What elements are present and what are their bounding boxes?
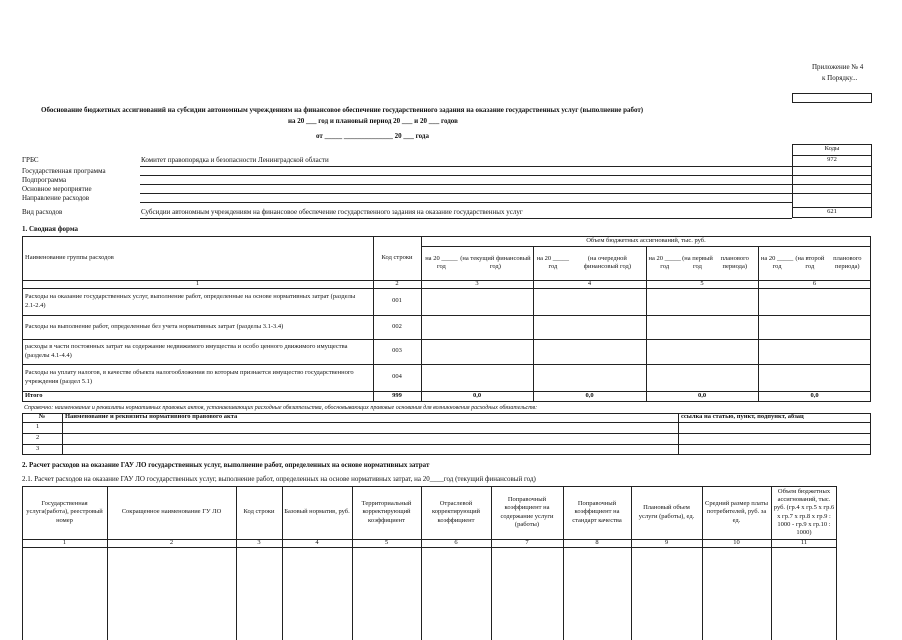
year-top: на 20 _____ год bbox=[760, 254, 794, 270]
calc-column-number: 1 bbox=[62, 538, 67, 546]
calc-column-header: Поправочный коэффициент на содержание услуги (работы) bbox=[500, 496, 554, 528]
total-value: 0,0 bbox=[697, 392, 707, 400]
year-mid: (на второй год bbox=[795, 254, 825, 270]
calc-column-header: Сокращенное наименование ГУ ЛО bbox=[121, 508, 222, 516]
calc-column-header: Плановый объем услуги (работы), ед. bbox=[638, 504, 695, 520]
ref-row-number: 1 bbox=[36, 423, 40, 431]
calc-column-number: 6 bbox=[454, 538, 458, 546]
calc-column-header: Базовый норматив, руб. bbox=[284, 508, 350, 516]
expense-row-name: Расходы на уплату налогов, в качестве объекта налогообложения по которым признается имущество государственного учреждения (раздел 5.1) bbox=[25, 369, 354, 385]
appendix-line-2: к Порядку... bbox=[822, 74, 858, 82]
total-value: 0,0 bbox=[585, 392, 594, 400]
calc-column-number: 7 bbox=[525, 538, 529, 546]
section1-title: 1. Сводная форма bbox=[22, 225, 79, 233]
expense-row-code: 001 bbox=[392, 297, 402, 305]
expense-row-code: 004 bbox=[392, 373, 402, 381]
column-number: 5 bbox=[700, 279, 704, 287]
expense-row-name: расходы в части постоянных затрат на содержание недвижимого имущества и особо ценного движимого имущества (разделы 4.1-4.4) bbox=[25, 343, 348, 359]
year-top: на 20 _____ год bbox=[425, 254, 458, 270]
calc-column-header: Код строки bbox=[243, 508, 275, 516]
calc-column-number: 2 bbox=[169, 538, 174, 546]
header-code bbox=[792, 193, 872, 202]
col-budget-volume: Объем бюджетных ассигнований, тыс. руб. bbox=[586, 236, 706, 244]
column-number: 1 bbox=[195, 279, 200, 287]
document-title: Обоснование бюджетных ассигнований на субсидии автономным учреждениям на финансовое обеспечение государственного задания на оказание государственных услуг (выполнение работ) bbox=[41, 106, 644, 114]
total-label: Итого bbox=[25, 392, 43, 400]
ref-row-number: 3 bbox=[36, 445, 40, 453]
year-column-header bbox=[421, 246, 533, 280]
header-value: Субсидии автономным учреждениям на финансовое обеспечение государственного задания на оказание государственных услуг bbox=[141, 208, 523, 216]
header-label: Направление расходов bbox=[22, 194, 90, 202]
header-label: Вид расходов bbox=[22, 208, 63, 216]
column-number: 6 bbox=[812, 279, 817, 287]
header-code bbox=[792, 184, 872, 193]
header-label: Основное мероприятие bbox=[22, 185, 92, 193]
ref-col-link: ссылка на статью, пункт, подпункт, абзац bbox=[681, 413, 804, 421]
calc-column-header: Средний размер платы потребителей, руб. за ед. bbox=[705, 500, 768, 524]
total-code: 999 bbox=[392, 392, 402, 400]
appendix-line-1: Приложение № 4 bbox=[812, 63, 864, 71]
codes-header: Коды bbox=[824, 145, 840, 153]
calc-column-header: Государственная услуга(работа), реестровый номер bbox=[26, 500, 103, 524]
calc-column-number: 8 bbox=[595, 538, 599, 546]
year-top: на 20 _____ год bbox=[536, 254, 570, 270]
year-top: на 20 _____ год bbox=[648, 254, 681, 270]
column-number: 4 bbox=[587, 279, 592, 287]
header-label: Государственная программа bbox=[22, 167, 106, 175]
year-bottom: планового периода) bbox=[833, 254, 862, 270]
appendix-box bbox=[792, 93, 872, 103]
expense-row-code: 002 bbox=[392, 322, 402, 330]
header-code bbox=[792, 166, 872, 175]
header-code: 972 bbox=[827, 156, 837, 164]
ref-col-num: № bbox=[38, 413, 46, 421]
header-value: Комитет правопорядка и безопасности Ленинградской области bbox=[141, 156, 329, 164]
year-bottom: (на текущий финансовый год) bbox=[460, 254, 531, 270]
calc-column-header: Поправочный коэффициент на стандарт качества bbox=[572, 500, 622, 524]
calc-column-header: Территориальный корректирующий коэффициент bbox=[361, 500, 412, 524]
column-number: 2 bbox=[395, 279, 399, 287]
total-value: 0,0 bbox=[472, 392, 482, 400]
column-number: 3 bbox=[475, 279, 479, 287]
total-value: 0,0 bbox=[810, 392, 819, 400]
calc-column-number: 4 bbox=[315, 538, 319, 546]
calc-column-number: 3 bbox=[257, 538, 261, 546]
document-date: от _____ ______________ 20 ___ года bbox=[316, 132, 429, 140]
reference-note: Справочно: наименование и реквизиты нормативных правовых актов, устанавливающих расходные обязательства, обосновывающих правовые основания для возникновения расходных обязательств: bbox=[24, 405, 538, 411]
col-group-name: Наименование группы расходов bbox=[25, 253, 114, 261]
ref-row-number: 2 bbox=[36, 434, 40, 442]
header-label: ГРБС bbox=[22, 156, 39, 164]
calc-column-number: 11 bbox=[800, 538, 808, 546]
year-mid: (на первый год bbox=[682, 254, 713, 270]
calc-column-number: 9 bbox=[664, 538, 669, 546]
section2-subtitle: 2.1. Расчет расходов на оказание ГАУ ЛО государственных услуг, выполнение работ, определенных на основе нормативных затрат, на 20____год (текущий финансовый год) bbox=[22, 475, 536, 483]
expense-row-code: 003 bbox=[392, 347, 402, 355]
calc-column-number: 5 bbox=[384, 538, 389, 546]
calc-column-header: Отраслевой корректирующий коэффициент bbox=[431, 500, 481, 524]
header-code bbox=[792, 175, 872, 184]
ref-col-name: Наименование и реквизиты нормативного правового акта bbox=[65, 413, 238, 421]
year-bottom: (на очередной финансовый год) bbox=[583, 254, 631, 270]
expense-row-name: Расходы на оказание государственных услуг, выполнение работ, определенные на основе нормативных затрат (разделы 2.1-2.4) bbox=[25, 293, 356, 309]
calc-column-header: Объем бюджетных ассигнований, тыс. руб. (гр.4 х гр.5 х гр.6 х гр.7 х гр.8 х гр.9 : 1000 - гр.9 х гр.10 : 1000) bbox=[773, 488, 835, 536]
header-label: Подпрограмма bbox=[22, 176, 67, 184]
year-column-header bbox=[646, 246, 758, 280]
col-row-code: Код строки bbox=[381, 253, 413, 261]
calc-column-number: 10 bbox=[733, 538, 740, 546]
document-period: на 20 ___ год и плановый период 20 ___ и 20 ___ годов bbox=[288, 117, 458, 125]
header-code: 621 bbox=[827, 208, 837, 216]
section2-title: 2. Расчет расходов на оказание ГАУ ЛО государственных услуг, выполнение работ, определенных на основе нормативных затрат bbox=[22, 461, 430, 469]
year-bottom: планового периода) bbox=[720, 254, 749, 270]
year-column-header bbox=[533, 246, 646, 280]
year-column-header bbox=[758, 246, 871, 280]
expense-row-name: Расходы на выполнение работ, определенные без учета нормативных затрат (разделы 3.1-3.4) bbox=[25, 322, 284, 330]
